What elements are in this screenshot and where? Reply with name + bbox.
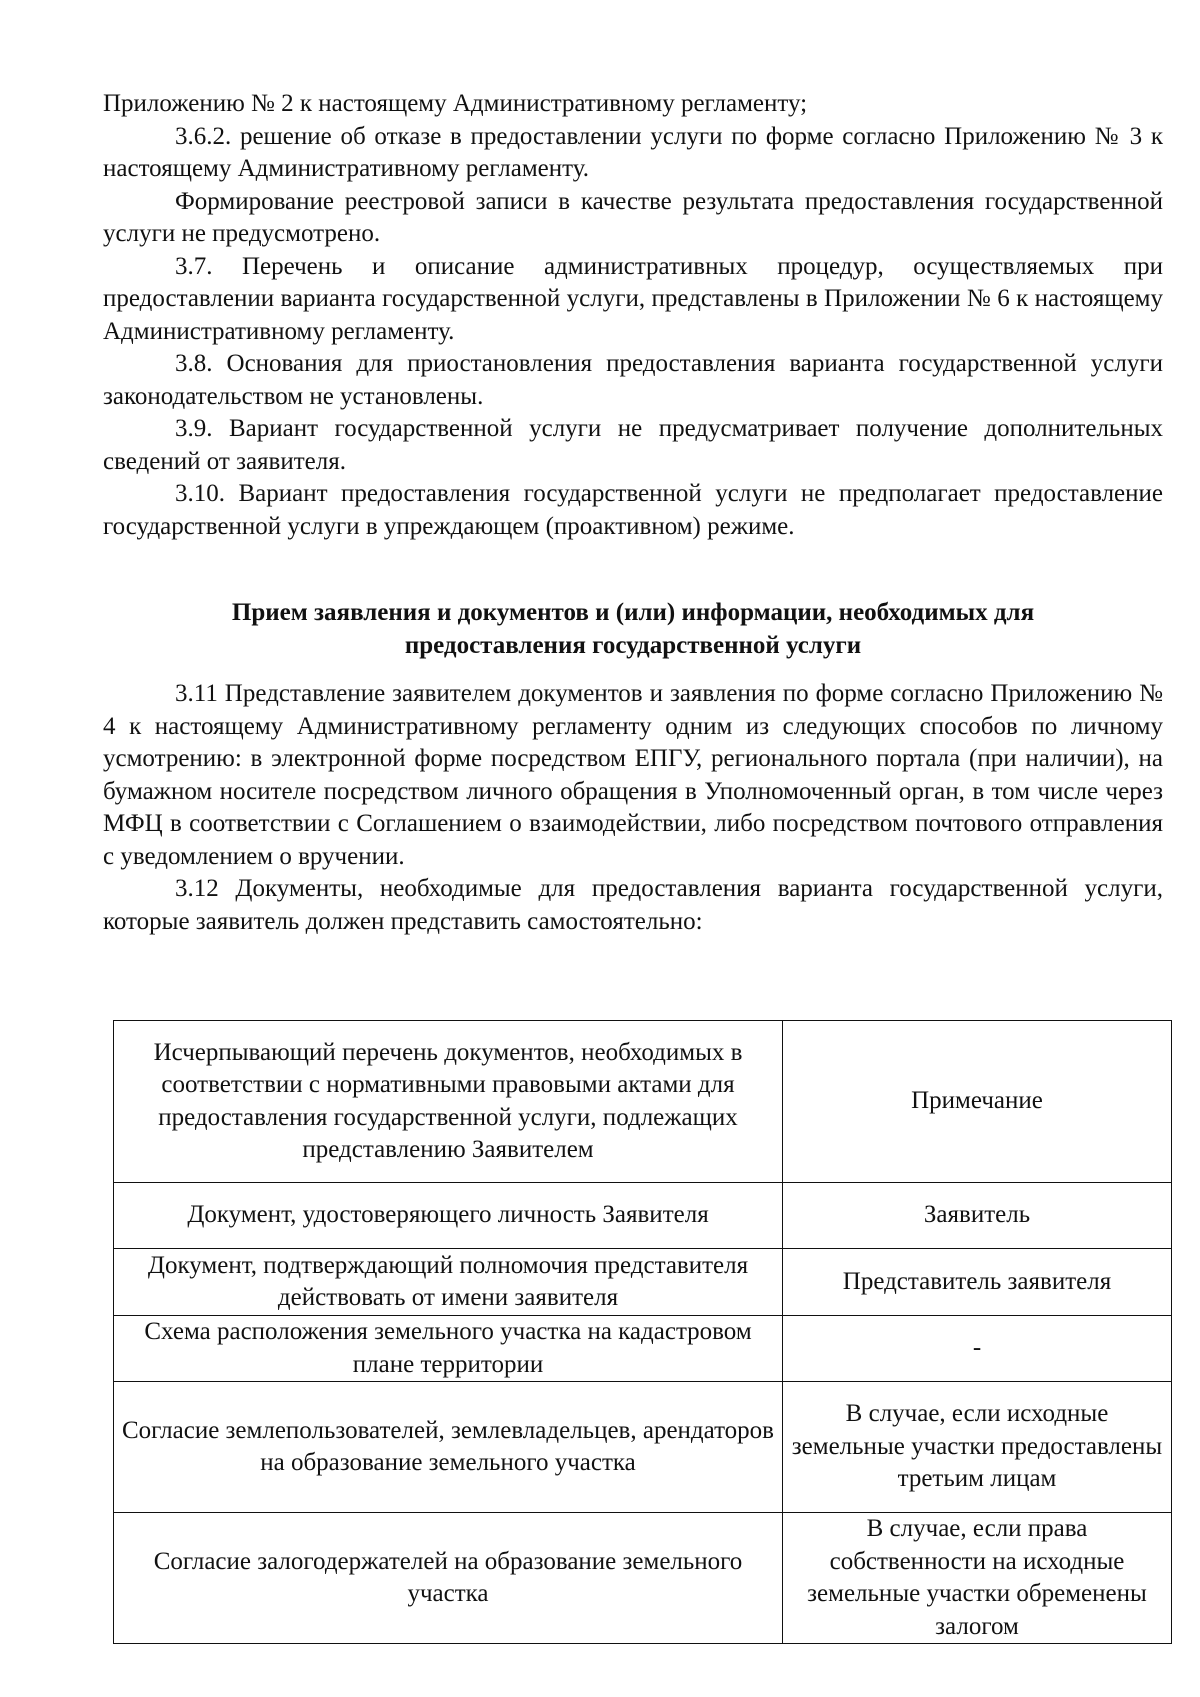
table-row [114,1316,1172,1382]
table-cell-document: Документ, удостоверяющего личность Заявителя [114,1183,783,1249]
paragraph-3-12: 3.12 Документы, необходимые для предоставления варианта государственной услуги, которые заявитель должен представить самостоятельно: [103,875,1163,935]
table-cell-note: - [783,1316,1172,1382]
section-heading-line1: Прием заявления и документов и (или) информации, необходимых для [231,599,1035,626]
section-heading-line2: предоставления государственной услуги [404,631,862,659]
table-cell-document: Согласие землепользователей, землевладельцев, арендаторов на образование земельного участка [114,1382,783,1513]
table-cell-note: В случае, если права собственности на исходные земельные участки обременены залогом [783,1513,1172,1644]
table-header-note: Примечание [783,1021,1172,1183]
paragraph-registry-record: Формирование реестровой записи в качестве результата предоставления государственной услуги не предусмотрено. [103,187,1163,247]
table-cell-note: В случае, если исходные земельные участки предоставлены третьим лицам [783,1382,1172,1513]
table-row [114,1382,1172,1513]
table-cell-note: Заявитель [783,1183,1172,1249]
table-row [114,1249,1172,1316]
section-heading [103,597,1163,662]
table-cell-document: Схема расположения земельного участка на кадастровом плане территории [114,1316,783,1382]
paragraph-3-11: 3.11 Представление заявителем документов и заявления по форме согласно Приложению № 4 к настоящему Административному регламенту одним из следующих способов по личному усмотрению: в электронной форме посредством ЕПГУ, регионального портала (при наличии), на бумажном носителе посредством личного обращения в Уполномоченный орган, в том числе через МФЦ в соответствии с Соглашением о взаимодействии, либо посредством почтового отправления с уведомлением о вручении. [103,680,1163,870]
paragraph-3-8: 3.8. Основания для приостановления предоставления варианта государственной услуги законодательством не установлены. [103,350,1163,410]
documents-table-container [113,1020,1171,1644]
documents-table [113,1020,1172,1644]
paragraph-3-9: 3.9. Вариант государственной услуги не предусматривает получение дополнительных сведений от заявителя. [103,415,1163,475]
table-header-row [114,1021,1172,1183]
paragraph-3-7: 3.7. Перечень и описание административных процедур, осуществляемых при предоставлении варианта государственной услуги, представлены в Приложении № 6 к настоящему Административному регламенту. [103,252,1163,345]
paragraph-3-10: 3.10. Вариант предоставления государственной услуги не предполагает предоставление государственной услуги в упреждающем (проактивном) режиме. [103,480,1163,540]
table-header-documents: Исчерпывающий перечень документов, необходимых в соответствии с нормативными правовыми актами для предоставления государственной услуги, подлежащих представлению Заявителем [114,1021,783,1183]
table-cell-note: Представитель заявителя [783,1249,1172,1316]
paragraph-3-6-2: 3.6.2. решение об отказе в предоставлении услуги по форме согласно Приложению № 3 к настоящему Административному регламенту. [103,122,1163,182]
table-cell-document: Согласие залогодержателей на образование земельного участка [114,1513,783,1644]
document-page [103,88,1163,938]
table-cell-document: Документ, подтверждающий полномочия представителя действовать от имени заявителя [114,1249,783,1316]
paragraph-continuation: Приложению № 2 к настоящему Административному регламенту; [103,90,808,117]
table-row [114,1513,1172,1644]
table-row [114,1183,1172,1249]
